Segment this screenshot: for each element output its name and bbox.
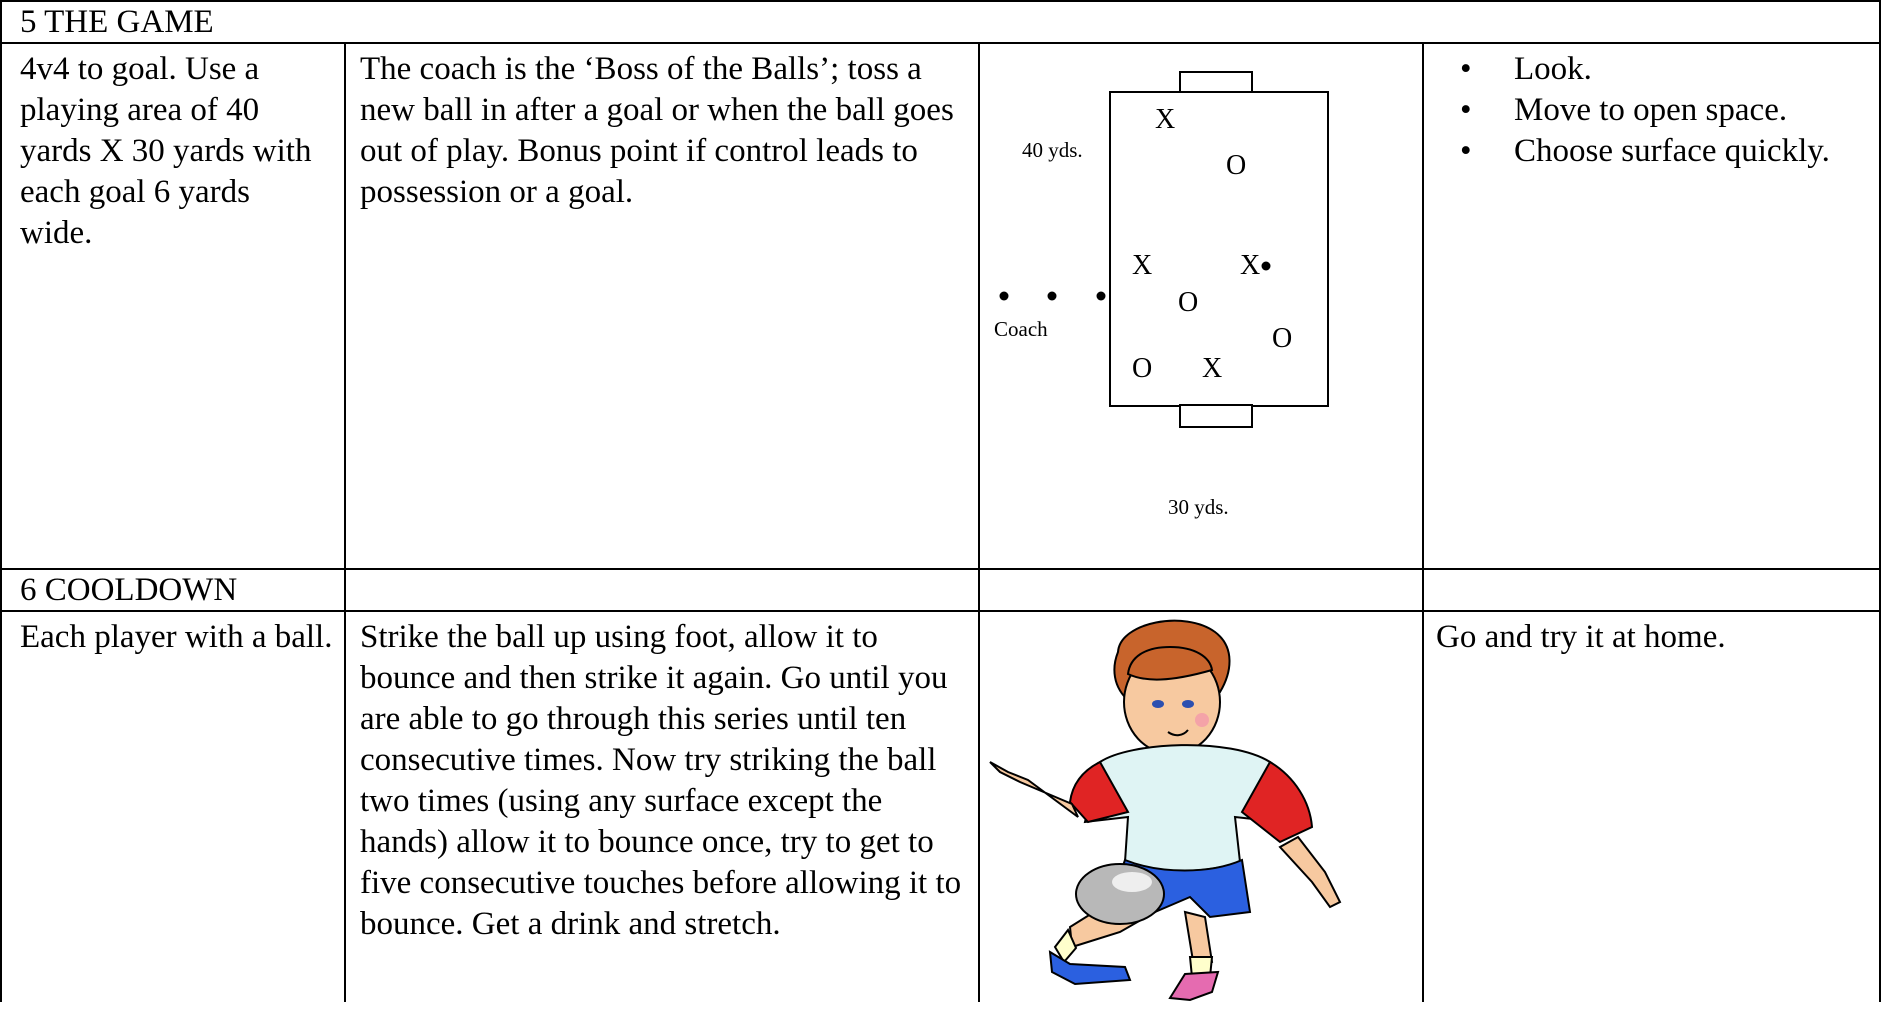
player-marker-x: X [1202,353,1223,384]
table-border-left [0,0,2,1002]
coaching-point-text: Choose surface quickly. [1514,133,1830,169]
activity-description: Strike the ball up using foot, allow it to bounce and then strike it again. Go until you are able to go through this series until ten consecutive times. Now try striking the ball two times (using any surface except the hands) allow it to bounce once, try to get to five consecutive touches before allowing it to bounce. Get a drink and stretch. [360,619,962,942]
list-item [1424,90,1876,131]
section-title: 5 THE GAME [20,4,214,40]
coaching-points [1424,49,1876,172]
top-goal [1180,72,1252,94]
coach-label: Coach [994,317,1048,341]
column-divider [1422,42,1424,1002]
player-marker-x: X [1240,250,1261,281]
activity-setup: Each player with a ball. [20,619,333,655]
bullet-icon: • [1460,92,1472,128]
player-marker-x: X [1155,104,1176,135]
ball-dot [1097,292,1106,301]
activity-setup: 4v4 to goal. Use a playing area of 40 yards X 30 yards with each goal 6 yards wide. [20,51,312,251]
player-marker-o: O [1178,287,1199,318]
boy-kicking-ball-icon [980,612,1422,1002]
list-item [1424,49,1876,90]
player-marker-o: O [1132,353,1153,384]
field-length-label: 40 yds. [1022,138,1083,162]
column-divider [344,42,346,1002]
bullet-icon: • [1460,133,1472,169]
bottom-goal [1180,405,1252,427]
field-diagram-svg [980,44,1422,568]
list-item [1424,131,1876,172]
coaching-points-list [1424,49,1876,172]
coaching-point-text: Look. [1514,51,1592,87]
ball-dot [1048,292,1057,301]
boy-juggling-illustration [980,612,1422,1002]
section-title: 6 COOLDOWN [20,572,238,608]
ball-dot [1000,292,1009,301]
player-marker-x: X [1132,250,1153,281]
activity-description: The coach is the ‘Boss of the Balls’; toss a new ball in after a goal or when the ball goes out of play. Bonus point if control leads to possession or a goal. [360,51,954,210]
player-marker-o: O [1272,323,1293,354]
player-marker-o: O [1226,150,1247,181]
ball-dot [1262,262,1271,271]
coaching-point-text: Move to open space. [1514,92,1788,128]
field-diagram [980,44,1422,568]
field-width-label: 30 yds. [1168,495,1229,519]
coaching-points: Go and try it at home. [1436,619,1726,655]
bullet-icon: • [1460,51,1472,87]
